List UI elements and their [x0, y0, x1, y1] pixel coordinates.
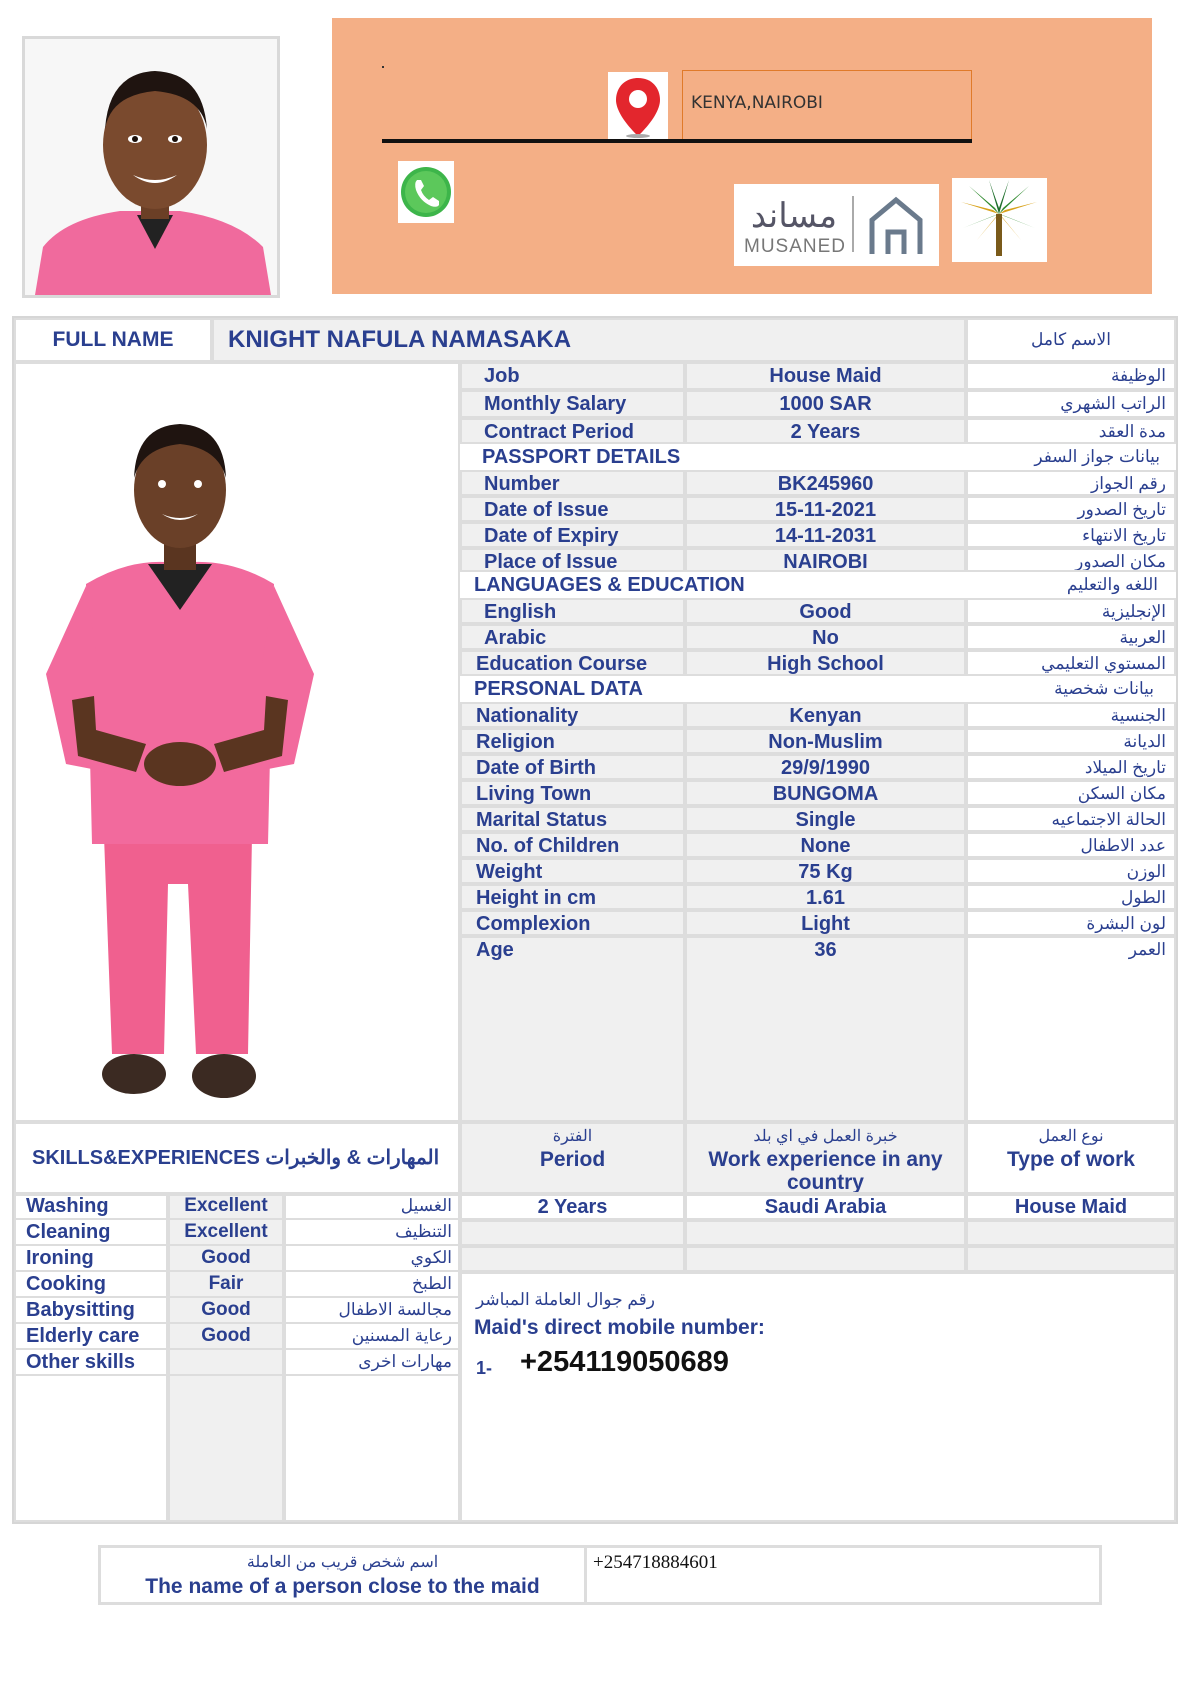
country-header-arabic: خبرة العمل في اي بلد [753, 1128, 898, 1145]
skill-name: Cooking [26, 1273, 106, 1295]
skill-level-cell [168, 1220, 284, 1246]
row-label-cell [460, 858, 685, 884]
skill-name: Other skills [26, 1351, 135, 1373]
exp-empty-row-1a [460, 1220, 685, 1246]
row-label-cell [460, 548, 685, 572]
type-header-arabic: نوع العمل [1038, 1128, 1104, 1145]
exp-country-cell [685, 1194, 966, 1220]
row-arabic: المستوي التعليمي [1041, 654, 1166, 673]
languages-section-arabic: اللغه والتعليم [1066, 575, 1158, 594]
row-label: Marital Status [476, 809, 608, 831]
exp-empty-row-1c [966, 1220, 1176, 1246]
mobile-prefix: 1- [476, 1358, 493, 1378]
row-value-cell [685, 832, 966, 858]
row-arabic-cell [966, 496, 1176, 522]
row-value: 29/9/1990 [781, 757, 870, 779]
full-body-photo-area [14, 362, 460, 1122]
row-label: No. of Children [476, 835, 620, 857]
row-label-cell [460, 598, 685, 624]
exp-type-cell [966, 1194, 1176, 1220]
row-value: BK245960 [777, 473, 874, 495]
relative-block [98, 1545, 1102, 1605]
skill-name-cell [14, 1324, 168, 1350]
portrait-photo-frame [22, 36, 280, 298]
skill-arabic-cell [284, 1324, 460, 1350]
row-value: 14-11-2031 [774, 525, 877, 547]
musaned-house-icon [864, 194, 928, 258]
row-value-cell [685, 702, 966, 728]
row-label-cell [460, 884, 685, 910]
row-value-cell [685, 418, 966, 444]
row-arabic: تاريخ الميلاد [1084, 758, 1166, 777]
relative-phone[interactable]: +254718884601 [593, 1552, 718, 1573]
row-label-cell [460, 624, 685, 650]
passport-section-arabic: بيانات جواز السفر [1034, 447, 1160, 466]
row-arabic: الراتب الشهري [1060, 394, 1166, 413]
row-value-cell [685, 884, 966, 910]
row-label: Date of Expiry [484, 525, 619, 547]
mobile-block [460, 1272, 1176, 1522]
row-value: No [812, 627, 839, 649]
row-value: Single [795, 809, 856, 831]
period-header-arabic: الفترة [552, 1128, 593, 1145]
skill-level-cell [168, 1350, 284, 1376]
skills-title: SKILLS&EXPERIENCES المهارات & والخبرات [32, 1147, 440, 1169]
skill-arabic: الغسيل [400, 1196, 452, 1215]
row-label-cell [460, 496, 685, 522]
row-arabic: العمر [1128, 940, 1166, 959]
row-value-cell [685, 650, 966, 676]
country-header-cell [685, 1122, 966, 1194]
row-label: Age [476, 939, 514, 961]
skill-level: Good [201, 1325, 251, 1346]
mobile-number[interactable]: +254119050689 [520, 1346, 729, 1378]
row-label-cell [460, 362, 685, 390]
row-arabic-cell [966, 910, 1176, 936]
row-value-cell [685, 362, 966, 390]
row-value: 1000 SAR [779, 393, 872, 415]
personal-section-arabic: بيانات شخصية [1054, 679, 1154, 698]
phone-icon [398, 161, 454, 223]
skill-name-cell [14, 1350, 168, 1376]
row-value: High School [767, 653, 884, 675]
skill-level: Good [201, 1247, 251, 1268]
skill-arabic-cell [284, 1194, 460, 1220]
skill-level: Fair [208, 1273, 244, 1294]
row-label-cell [460, 806, 685, 832]
row-label-cell [460, 390, 685, 418]
row-label-cell [460, 418, 685, 444]
location-field [682, 70, 972, 142]
row-arabic-cell [966, 390, 1176, 418]
row-arabic: الحالة الاجتماعيه [1051, 810, 1166, 829]
skill-arabic: رعاية المسنين [351, 1326, 452, 1345]
row-label-cell [460, 780, 685, 806]
row-arabic: رقم الجواز [1091, 474, 1166, 493]
portrait-photo [25, 39, 277, 295]
row-label: Date of Issue [484, 499, 609, 521]
musaned-arabic-text: مساند [750, 197, 838, 235]
row-label: Date of Birth [476, 757, 596, 779]
mobile-label-arabic: رقم جوال العاملة المباشر [476, 1290, 655, 1309]
period-header: Period [539, 1148, 606, 1171]
full-name-arabic-cell [966, 318, 1176, 362]
row-label-cell [460, 936, 685, 1122]
skill-arabic-cell [284, 1272, 460, 1298]
row-value: Light [801, 913, 850, 935]
row-label: Education Course [476, 653, 648, 675]
exp-empty-row-2c [966, 1246, 1176, 1272]
full-name-value: KNIGHT NAFULA NAMASAKA [228, 326, 572, 353]
musaned-english-text: MUSANED [744, 236, 847, 257]
relative-label-arabic: اسم شخص قريب من العاملة [246, 1554, 439, 1571]
skill-arabic-cell [284, 1350, 460, 1376]
row-value-cell [685, 548, 966, 572]
passport-section-title: PASSPORT DETAILS [482, 446, 681, 468]
country-header: Work experience in any country [708, 1148, 943, 1194]
row-arabic: الجنسية [1110, 706, 1166, 725]
row-label: Nationality [476, 705, 579, 727]
row-arabic: الوزن [1126, 862, 1166, 881]
row-value: BUNGOMA [772, 783, 879, 805]
relative-label-cell [101, 1548, 587, 1602]
row-arabic-cell [966, 858, 1176, 884]
row-value-cell [685, 624, 966, 650]
row-value: 2 Years [790, 421, 861, 443]
row-label: Number [484, 473, 560, 495]
skill-name-cell [14, 1220, 168, 1246]
skills-title-cell [14, 1122, 460, 1194]
skill-arabic: الكوي [410, 1248, 452, 1267]
skill-level-cell [168, 1194, 284, 1220]
row-value-cell [685, 496, 966, 522]
row-label: Religion [476, 731, 555, 753]
row-arabic-cell [966, 624, 1176, 650]
passport-section-row [460, 444, 1176, 470]
row-label: Arabic [484, 627, 547, 649]
row-arabic-cell [966, 936, 1176, 1122]
row-label-cell [460, 702, 685, 728]
skill-arabic: مجالسة الاطفال [338, 1300, 452, 1319]
skill-name: Washing [26, 1195, 109, 1217]
skill-level-cell [168, 1324, 284, 1350]
dot-mark [382, 66, 384, 68]
row-arabic-cell [966, 598, 1176, 624]
skill-name: Ironing [26, 1247, 94, 1269]
row-arabic: الوظيفة [1110, 366, 1166, 385]
row-label: Monthly Salary [484, 393, 627, 415]
skill-level: Excellent [184, 1195, 268, 1216]
row-value-cell [685, 858, 966, 884]
row-arabic-cell [966, 780, 1176, 806]
row-value-cell [685, 390, 966, 418]
row-label: Job [484, 365, 520, 387]
languages-section-row [460, 572, 1176, 598]
skill-name-cell [14, 1272, 168, 1298]
exp-period-value: 2 Years [537, 1196, 608, 1218]
exp-empty-row-2b [685, 1246, 966, 1272]
row-arabic-cell [966, 418, 1176, 444]
skill-name-cell [14, 1246, 168, 1272]
row-arabic: مدة العقد [1098, 422, 1166, 441]
row-label: Complexion [476, 913, 591, 935]
exp-empty-row-1b [685, 1220, 966, 1246]
header-banner [332, 18, 1152, 294]
skill-name-cell [14, 1194, 168, 1220]
row-label: English [484, 601, 557, 623]
header-divider [382, 139, 972, 143]
row-value-cell [685, 806, 966, 832]
period-header-cell [460, 1122, 685, 1194]
row-value: Kenyan [789, 705, 862, 727]
exp-country-value: Saudi Arabia [764, 1196, 887, 1218]
row-label-cell [460, 522, 685, 548]
row-arabic: مكان السكن [1077, 784, 1166, 803]
full-name-value-cell [212, 318, 966, 362]
row-arabic-cell [966, 548, 1176, 572]
row-label-cell [460, 470, 685, 496]
row-value: 75 Kg [798, 861, 853, 883]
row-arabic-cell [966, 884, 1176, 910]
skill-name: Cleaning [26, 1221, 111, 1243]
row-label: Weight [476, 861, 543, 883]
row-value-cell [685, 936, 966, 1122]
full-name-label-cell [14, 318, 212, 362]
relative-label: The name of a person close to the maid [145, 1575, 540, 1598]
row-arabic: الطول [1121, 888, 1166, 907]
row-arabic-cell [966, 728, 1176, 754]
palm-emblem-icon [952, 178, 1047, 262]
location-pin-icon [608, 72, 668, 140]
row-value-cell [685, 598, 966, 624]
row-arabic: عدد الاطفال [1080, 836, 1166, 855]
row-arabic-cell [966, 754, 1176, 780]
row-label: Living Town [476, 783, 592, 805]
row-value: 15-11-2021 [774, 499, 877, 521]
row-arabic: الديانة [1123, 732, 1166, 751]
row-arabic: العربية [1119, 628, 1166, 647]
exp-type-value: House Maid [1014, 1196, 1128, 1218]
row-value: Non-Muslim [768, 731, 883, 753]
row-value-cell [685, 780, 966, 806]
full-name-label: FULL NAME [52, 328, 174, 351]
row-label-cell [460, 754, 685, 780]
skill-arabic-cell [284, 1298, 460, 1324]
exp-period-cell [460, 1194, 685, 1220]
row-arabic-cell [966, 806, 1176, 832]
type-header: Type of work [1007, 1148, 1135, 1171]
row-label-cell [460, 728, 685, 754]
type-header-cell [966, 1122, 1176, 1194]
personal-section-row [460, 676, 1176, 702]
row-value-cell [685, 910, 966, 936]
row-arabic-cell [966, 470, 1176, 496]
mobile-label: Maid's direct mobile number: [474, 1316, 765, 1339]
row-arabic: تاريخ الصدور [1077, 500, 1166, 519]
row-value-cell [685, 728, 966, 754]
row-arabic-cell [966, 522, 1176, 548]
row-label-cell [460, 650, 685, 676]
skill-arabic-cell [284, 1220, 460, 1246]
musaned-logo [734, 184, 939, 266]
skill-level-cell [168, 1272, 284, 1298]
full-body-photo [16, 364, 456, 1118]
row-value: NAIROBI [783, 551, 868, 572]
skill-name: Elderly care [26, 1325, 140, 1347]
row-arabic-cell [966, 702, 1176, 728]
row-label-cell [460, 910, 685, 936]
row-label: Contract Period [484, 421, 635, 443]
skill-arabic: مهارات اخرى [358, 1352, 452, 1371]
full-name-arabic-label: الاسم كامل [1031, 330, 1111, 349]
skill-level-cell [168, 1246, 284, 1272]
skill-level: Good [201, 1299, 251, 1320]
musaned-logo-divider [852, 196, 854, 252]
skill-arabic-cell [284, 1246, 460, 1272]
row-value-cell [685, 522, 966, 548]
skill-name-cell [14, 1298, 168, 1324]
row-value-cell [685, 754, 966, 780]
row-value: 36 [814, 939, 837, 961]
row-value: 1.61 [806, 887, 845, 909]
exp-empty-row-2a [460, 1246, 685, 1272]
row-value: None [800, 835, 851, 857]
row-value: Good [799, 601, 852, 623]
row-arabic: الإنجليزية [1101, 602, 1166, 621]
row-arabic: مكان الصدور [1075, 552, 1166, 571]
skill-level: Excellent [184, 1221, 268, 1242]
skill-arabic: التنظيف [395, 1222, 452, 1241]
row-label: Height in cm [476, 887, 597, 909]
row-arabic-cell [966, 650, 1176, 676]
row-value: House Maid [769, 365, 882, 387]
row-arabic: تاريخ الانتهاء [1082, 526, 1166, 545]
row-label-cell [460, 832, 685, 858]
row-arabic-cell [966, 362, 1176, 390]
languages-section-title: LANGUAGES & EDUCATION [474, 574, 745, 596]
personal-section-title: PERSONAL DATA [474, 678, 643, 700]
row-label: Place of Issue [484, 551, 618, 572]
row-value-cell [685, 470, 966, 496]
skill-level-cell [168, 1298, 284, 1324]
location-text: KENYA,NAIROBI [691, 93, 823, 113]
skill-name: Babysitting [26, 1299, 135, 1321]
row-arabic-cell [966, 832, 1176, 858]
skill-arabic: الطبخ [412, 1274, 452, 1293]
row-arabic: لون البشرة [1086, 914, 1166, 933]
